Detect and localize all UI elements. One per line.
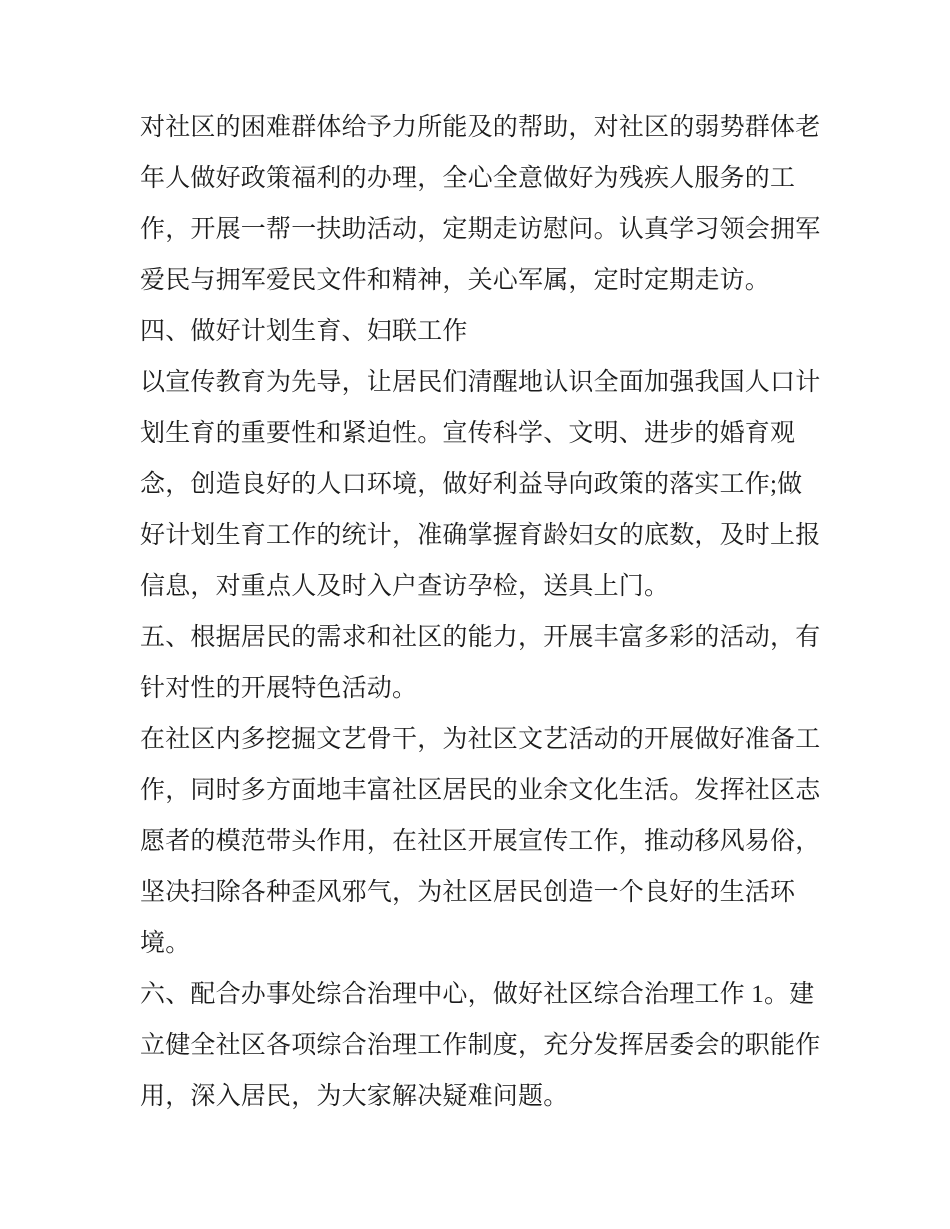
- text-line: 愿者的模范带头作用，在社区开展宣传工作，推动移风易俗，: [140, 828, 821, 855]
- text-line: 信息，对重点人及时入户查访孕检，送具上门。: [140, 573, 670, 600]
- text-line: 作，开展一帮一扶助活动，定期走访慰问。认真学习领会拥军: [140, 216, 821, 243]
- text-line: 境。: [140, 930, 191, 957]
- document-text-block: [140, 102, 830, 1122]
- text-line: 以宣传教育为先导，让居民们清醒地认识全面加强我国人口计: [140, 369, 821, 396]
- text-line: 立健全社区各项综合治理工作制度，充分发挥居委会的职能作: [140, 1032, 821, 1059]
- text-line: 对社区的困难群体给予力所能及的帮助，对社区的弱势群体老: [140, 114, 821, 141]
- text-line: 在社区内多挖掘文艺骨干，为社区文艺活动的开展做好准备工: [140, 726, 821, 753]
- text-line: 年人做好政策福利的办理，全心全意做好为残疾人服务的工: [140, 165, 796, 192]
- section-heading-5: 五、根据居民的需求和社区的能力，开展丰富多彩的活动，有: [140, 624, 821, 651]
- text-line: 作，同时多方面地丰富社区居民的业余文化生活。发挥社区志: [140, 777, 821, 804]
- section-heading-4: 四、做好计划生育、妇联工作: [140, 318, 468, 345]
- text-line: 划生育的重要性和紧迫性。宣传科学、文明、进步的婚育观: [140, 420, 796, 447]
- text-line: 用，深入居民，为大家解决疑难问题。: [140, 1083, 569, 1110]
- text-line: 爱民与拥军爱民文件和精神，关心军属，定时定期走访。: [140, 267, 771, 294]
- text-line: 针对性的开展特色活动。: [140, 675, 418, 702]
- text-line: 坚决扫除各种歪风邪气，为社区居民创造一个良好的生活环: [140, 879, 796, 906]
- text-line: 念，创造良好的人口环境，做好利益导向政策的落实工作;做: [140, 471, 803, 498]
- section-heading-6: 六、配合办事处综合治理中心，做好社区综合治理工作 1。建: [140, 981, 815, 1008]
- text-line: 好计划生育工作的统计，准确掌握育龄妇女的底数，及时上报: [140, 522, 821, 549]
